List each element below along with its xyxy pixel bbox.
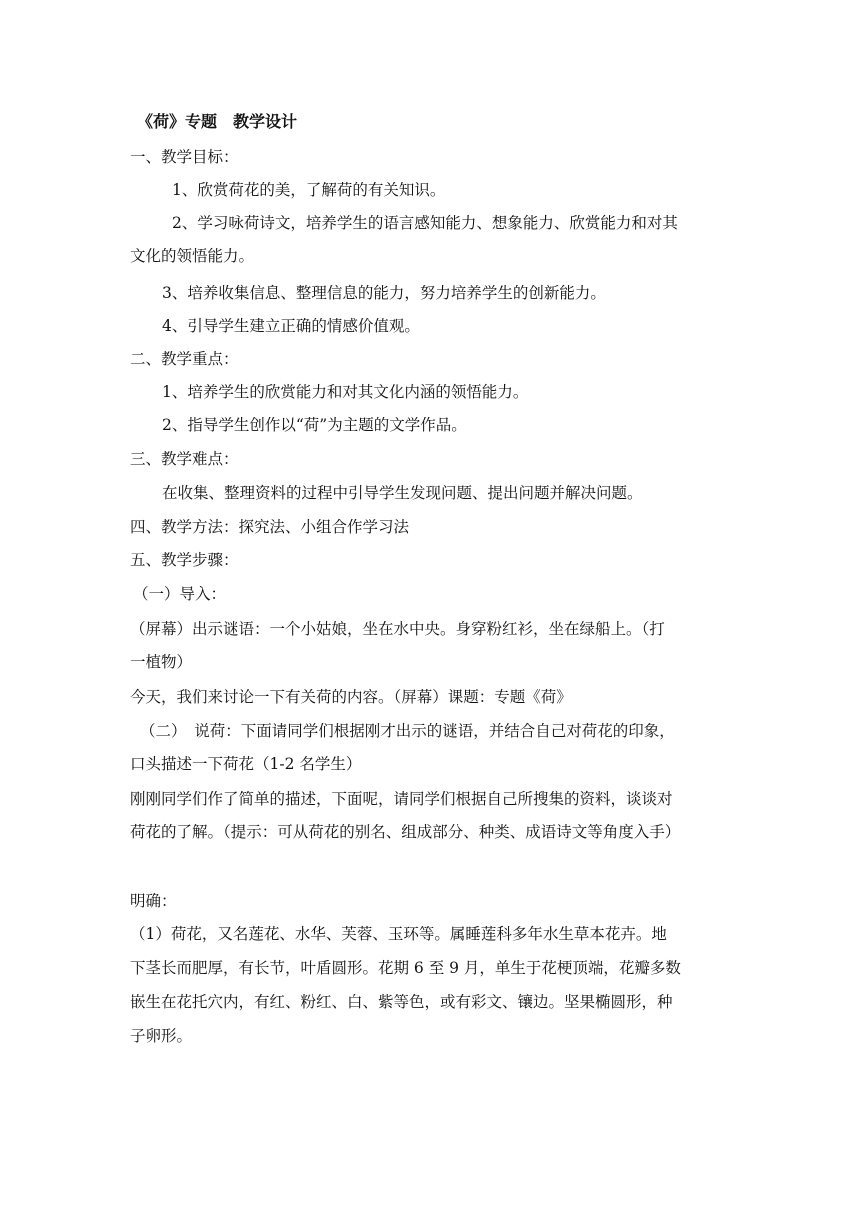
goal-item-1: 1、欣赏荷花的美，了解荷的有关知识。 [172,181,446,199]
key-point-2: 2、指导学生创作以“荷”为主题的文学作品。 [162,416,467,434]
clarify-item-1-cont-3: 子卵形。 [130,1027,193,1045]
goal-item-2-cont: 文化的领悟能力。 [130,247,255,265]
section-heading-key-points: 二、教学重点： [130,350,239,368]
difficulty-item: 在收集、整理资料的过程中引导学生发现问题、提出问题并解决问题。 [162,484,643,502]
step-intro-riddle-cont: 一植物） [130,653,193,671]
goal-item-3: 3、培养收集信息、整理信息的能力，努力培养学生的创新能力。 [162,284,606,302]
section-heading-methods: 四、教学方法：探究法、小组合作学习法 [130,518,410,536]
section-heading-steps: 五、教学步骤： [130,551,239,569]
clarify-item-1-cont-2: 嵌生在花托穴内，有红、粉红、白、紫等色，或有彩文、镶边。坚果椭圆形，种 [130,993,673,1011]
clarify-item-1-cont-1: 下茎长而肥厚，有长节，叶盾圆形。花期 6 至 9 月，单生于花梗顶端，花瓣多数 [130,959,681,977]
step-discuss-cont: 口头描述一下荷花（1-2 名学生） [130,755,362,773]
clarify-heading: 明确： [130,892,177,910]
section-heading-goals: 一、教学目标： [130,148,239,166]
section-heading-difficulties: 三、教学难点： [130,450,239,468]
step-discuss-research: 刚刚同学们作了简单的描述，下面呢，请同学们根据自己所搜集的资料，谈谈对 [130,790,673,808]
step-intro-heading: （一）导入： [133,585,227,603]
goal-item-4: 4、引导学生建立正确的情感价值观。 [162,317,420,335]
key-point-1: 1、培养学生的欣赏能力和对其文化内涵的领悟能力。 [162,383,529,401]
step-intro-riddle: （屏幕）出示谜语：一个小姑娘，坐在水中央。身穿粉红衫，坐在绿船上。（打 [130,620,665,638]
step-discuss-research-cont: 荷花的了解。（提示：可从荷花的别名、组成部分、种类、成语诗文等角度入手） [130,823,681,841]
step-intro-topic: 今天，我们来讨论一下有关荷的内容。（屏幕）课题：专题《荷》 [130,688,572,706]
step-discuss-heading: （二） 说荷：下面请同学们根据刚才出示的谜语，并结合自己对荷花的印象， [140,722,675,740]
document-title: 《荷》专题 教学设计 [137,112,298,131]
goal-item-2: 2、学习咏荷诗文，培养学生的语言感知能力、想象能力、欣赏能力和对其 [172,214,678,232]
clarify-item-1: （1）荷花，又名莲花、水华、芙蓉、玉环等。属睡莲科多年水生草本花卉。地 [130,925,667,943]
